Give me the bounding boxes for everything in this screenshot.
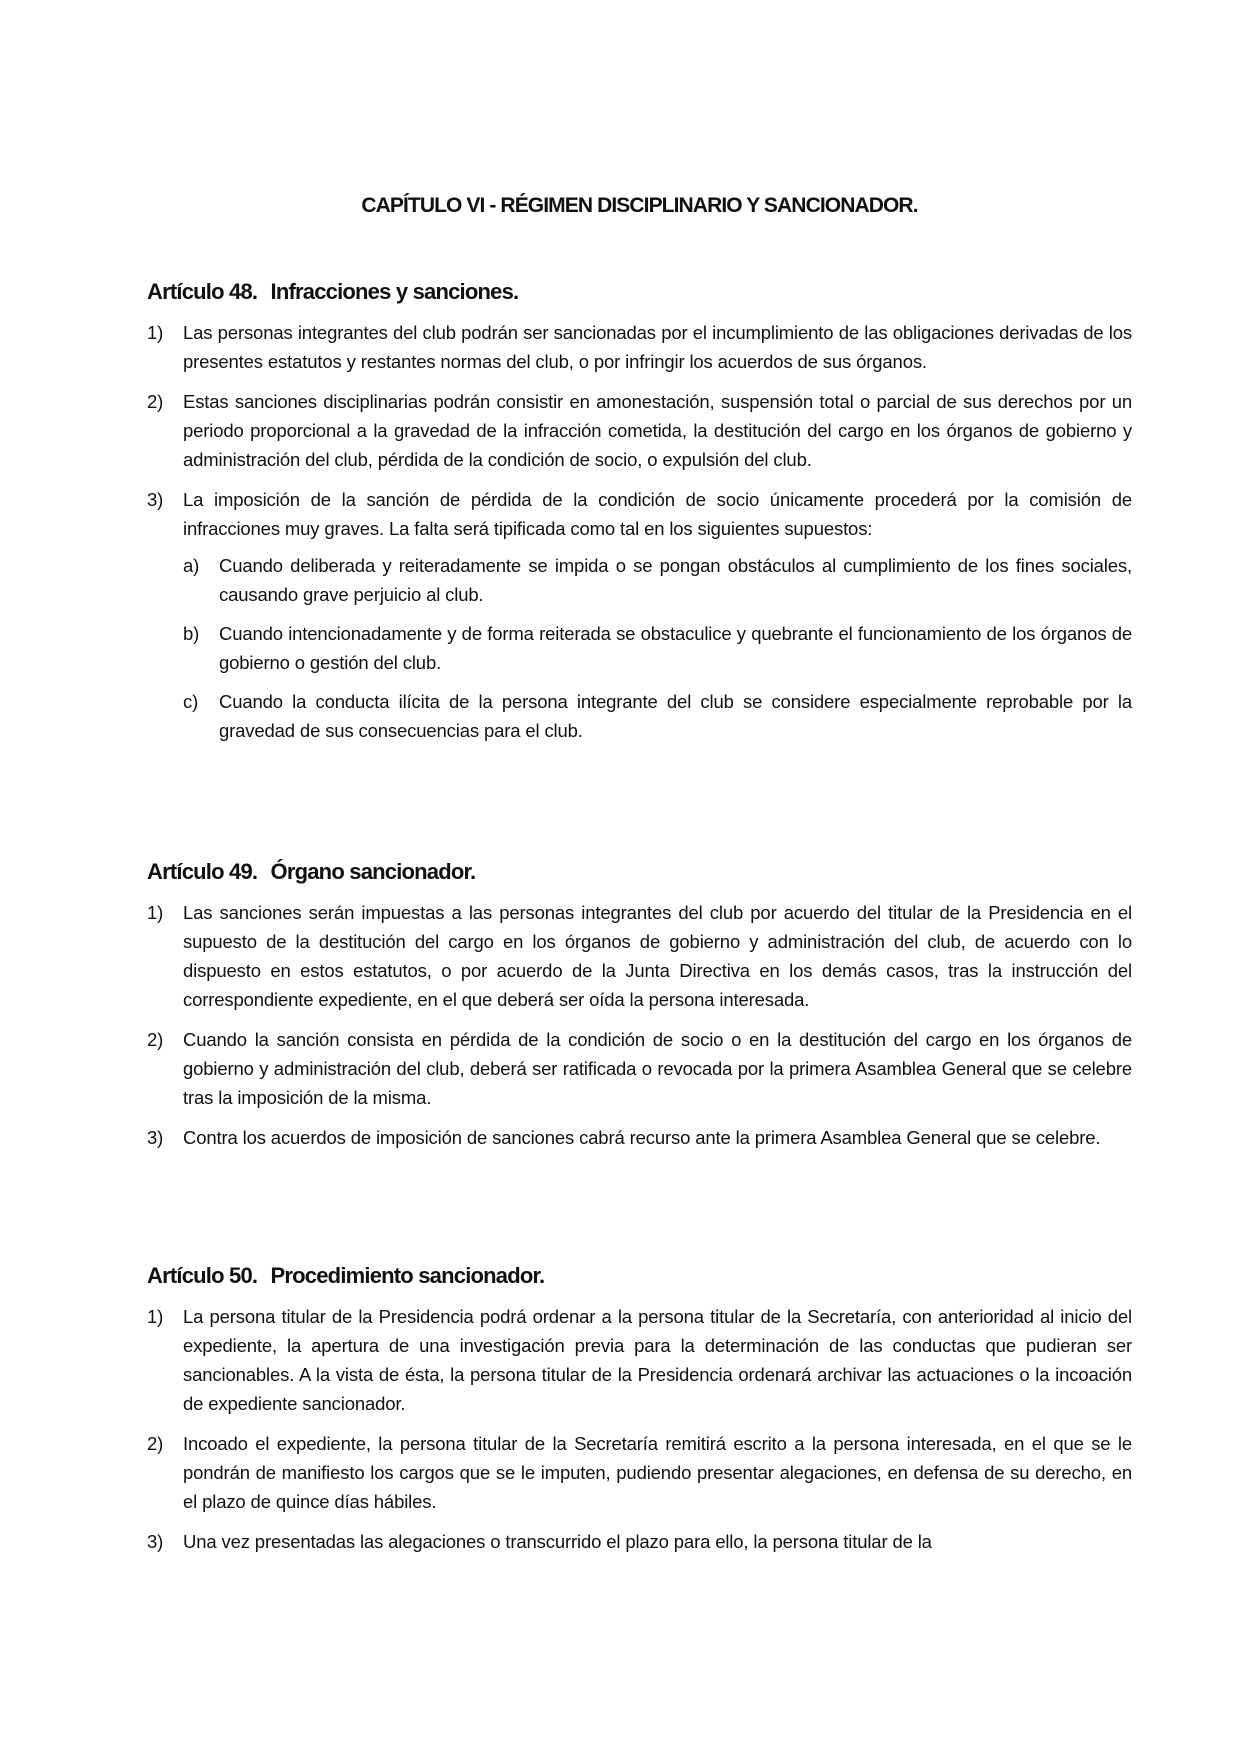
list-item [147, 485, 1132, 745]
article-number: Artículo 50. [147, 1263, 258, 1288]
subitem-marker: c) [183, 691, 199, 712]
item-marker: 3) [147, 1531, 164, 1552]
item-marker: 1) [147, 902, 164, 923]
item-text: La persona titular de la Presidencia podrá ordenar a la persona titular de la Secretaría, con anterioridad al inicio del expediente, la apertura de una investigación previa para la determinación de las conductas que pudieran ser sancionables. A la vista de ésta, la persona titular de la Presidencia ordenará archivar las actuaciones o la incoación de expediente sancionador. [183, 1306, 1132, 1414]
article-number: Artículo 49. [147, 859, 258, 884]
item-marker: 1) [147, 1306, 164, 1327]
sub-list-item [183, 619, 1132, 677]
subitem-text: Cuando deliberada y reiteradamente se impida o se pongan obstáculos al cumplimiento de los fines sociales, causando grave perjuicio al club. [219, 555, 1132, 605]
item-marker: 2) [147, 1029, 164, 1050]
article-number: Artículo 48. [147, 279, 258, 304]
article-items [147, 1302, 1132, 1556]
article-50 [147, 1262, 1132, 1567]
list-item [147, 1123, 1132, 1152]
article-title: Infracciones y sanciones. [270, 279, 519, 304]
subitem-text: Cuando la conducta ilícita de la persona integrante del club se considere especialmente reprobable por la gravedad de sus consecuencias para el club. [219, 691, 1132, 741]
item-marker: 1) [147, 322, 164, 343]
article-title: Procedimiento sancionador. [270, 1263, 545, 1288]
article-title: Órgano sancionador. [270, 859, 476, 884]
item-text: Las sanciones serán impuestas a las personas integrantes del club por acuerdo del titular de la Presidencia en el supuesto de la destitución del cargo en los órganos de gobierno y administración del club, de acuerdo con lo dispuesto en estos estatutos, o por acuerdo de la Junta Directiva en los demás casos, tras la instrucción del correspondiente expediente, en el que deberá ser oída la persona interesada. [183, 902, 1132, 1010]
subitem-text: Cuando intencionadamente y de forma reiterada se obstaculice y quebrante el funcionamiento de los órganos de gobierno o gestión del club. [219, 623, 1132, 673]
list-item [147, 1025, 1132, 1112]
article-heading [147, 278, 1132, 306]
article-48 [147, 278, 1132, 756]
item-text: Estas sanciones disciplinarias podrán consistir en amonestación, suspensión total o parcial de sus derechos por un periodo proporcional a la gravedad de la infracción cometida, la destitución del cargo en los órganos de gobierno y administración del club, pérdida de la condición de socio, o expulsión del club. [183, 391, 1132, 470]
article-49 [147, 858, 1132, 1163]
list-item [147, 387, 1132, 474]
sub-list-item [183, 687, 1132, 745]
list-item [147, 318, 1132, 376]
list-item [147, 898, 1132, 1014]
item-text: La imposición de la sanción de pérdida de la condición de socio únicamente procederá por la comisión de infracciones muy graves. La falta será tipificada como tal en los siguientes supuestos: [183, 489, 1132, 539]
item-marker: 2) [147, 1433, 164, 1454]
sub-items [183, 551, 1132, 745]
list-item [147, 1302, 1132, 1418]
item-marker: 3) [147, 489, 164, 510]
article-items [147, 898, 1132, 1152]
item-marker: 2) [147, 391, 164, 412]
subitem-marker: b) [183, 623, 200, 644]
list-item [147, 1429, 1132, 1516]
item-marker: 3) [147, 1127, 164, 1148]
chapter-title: CAPÍTULO VI - RÉGIMEN DISCIPLINARIO Y SANCIONADOR. [361, 194, 918, 217]
subitem-marker: a) [183, 555, 200, 576]
item-text: Las personas integrantes del club podrán ser sancionadas por el incumplimiento de las obligaciones derivadas de los presentes estatutos y restantes normas del club, o por infringir los acuerdos de sus órganos. [183, 322, 1132, 372]
article-items [147, 318, 1132, 745]
list-item [147, 1527, 1132, 1556]
sub-list-item [183, 551, 1132, 609]
item-text: Incoado el expediente, la persona titular de la Secretaría remitirá escrito a la persona interesada, en el que se le pondrán de manifiesto los cargos que se le imputen, pudiendo presentar alegaciones, en defensa de su derecho, en el plazo de quince días hábiles. [183, 1433, 1132, 1512]
item-text: Cuando la sanción consista en pérdida de la condición de socio o en la destitución del cargo en los órganos de gobierno y administración del club, deberá ser ratificada o revocada por la primera Asamblea General que se celebre tras la imposición de la misma. [183, 1029, 1132, 1108]
item-text: Contra los acuerdos de imposición de sanciones cabrá recurso ante la primera Asamblea General que se celebre. [183, 1127, 1101, 1148]
article-heading [147, 858, 1132, 886]
article-heading [147, 1262, 1132, 1290]
item-text: Una vez presentadas las alegaciones o transcurrido el plazo para ello, la persona titular de la [183, 1531, 932, 1552]
